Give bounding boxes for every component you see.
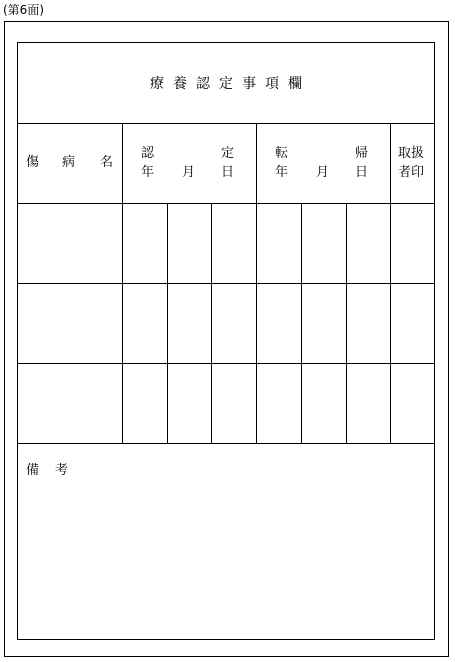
col-divider-cert-year [167,203,168,443]
col-divider-out-year [301,203,302,443]
header-disease-name-char-3: 名 [100,155,114,170]
header-handler-seal-line-2: 者印 [398,165,425,180]
header-certified-top-left: 認 [141,146,155,161]
header-outcome-day: 日 [355,165,369,180]
treatment-certification-form [17,42,435,640]
header-handler-seal-line-1: 取扱 [398,146,425,161]
header-outcome-top-right: 帰 [355,146,369,161]
header-certified-day: 日 [221,165,235,180]
page-number-label: (第6面) [3,3,44,17]
row-divider-2 [18,363,434,364]
col-divider-certified [256,123,257,443]
form-title: 療養認定事項欄 [150,76,311,92]
header-outcome-year: 年 [275,165,289,180]
header-certified-top-right: 定 [221,146,235,161]
remarks-field[interactable] [18,484,434,639]
col-divider-cert-month [211,203,212,443]
header-disease-name-char-1: 傷 [26,155,40,170]
remarks-label-char-2: 考 [55,463,69,478]
remarks-label-char-1: 備 [26,463,40,478]
header-certified-year: 年 [141,165,155,180]
header-divider [18,203,434,204]
header-disease-name-char-2: 病 [62,155,76,170]
header-outcome-month: 月 [316,165,330,180]
col-divider-out-month [346,203,347,443]
col-divider-outcome [390,123,391,443]
title-divider [18,123,434,124]
col-divider-name [122,123,123,443]
header-outcome-top-left: 転 [275,146,289,161]
row-divider-1 [18,283,434,284]
remarks-divider [18,443,434,444]
header-certified-month: 月 [182,165,196,180]
